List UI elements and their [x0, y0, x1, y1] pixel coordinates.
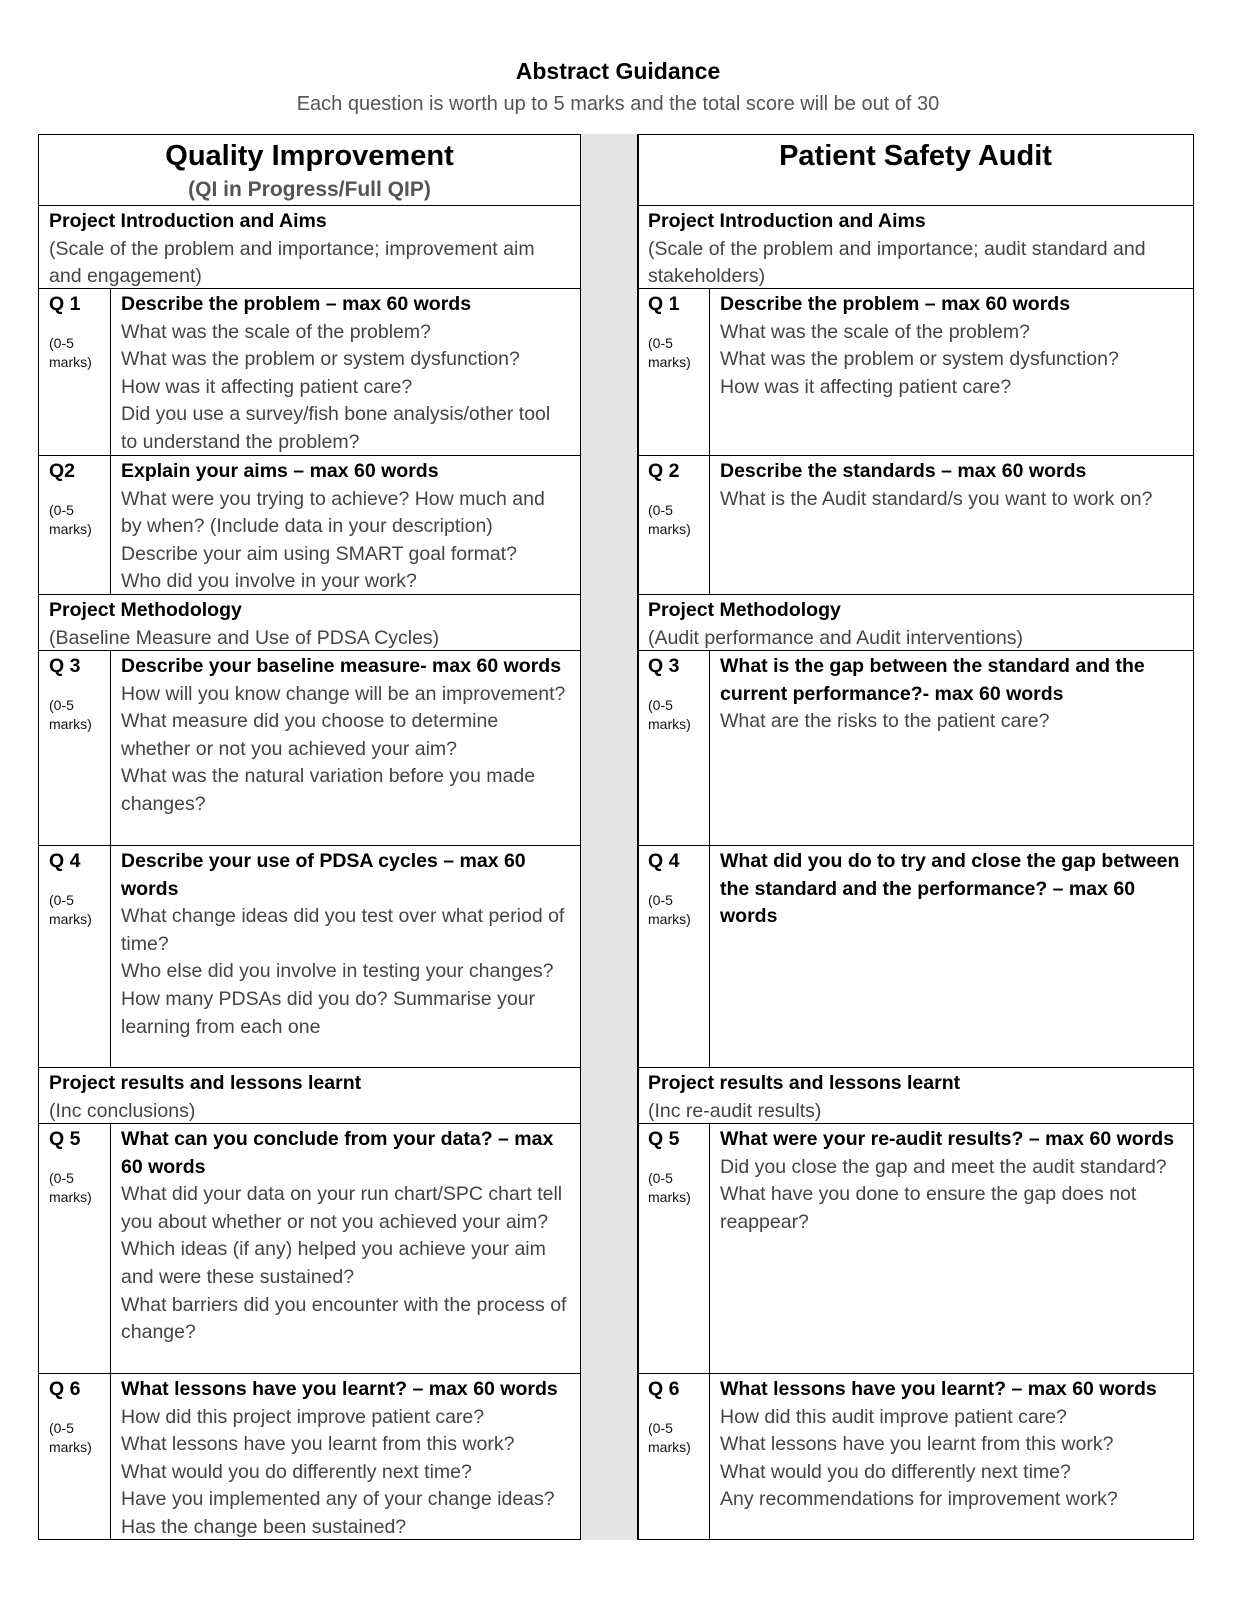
question-title: What lessons have you learnt? – max 60 words [720, 1378, 1157, 1400]
document-subtitle: Each question is worth up to 5 marks and the total score will be out of 30 [296, 93, 940, 115]
question-body [710, 456, 1163, 594]
question-number: Q 4 [648, 850, 680, 872]
section-title: Project Introduction and Aims [648, 210, 926, 232]
section-description: (Inc conclusions) [49, 1099, 196, 1122]
guidance-prompt: What are the risks to the patient care? [720, 710, 1050, 733]
question-label-cell [638, 651, 710, 845]
section-title: Project Methodology [49, 599, 242, 621]
question-marks: (0-5 marks) [49, 1170, 92, 1205]
question-marks: (0-5 marks) [648, 1420, 691, 1455]
guidance-prompt: Which ideas (if any) helped you achieve your aim and were these sustained? [121, 1238, 546, 1288]
question-title: Describe your use of PDSA cycles – max 60 words [121, 850, 526, 900]
section-title: Project Introduction and Aims [49, 210, 327, 232]
question-label-cell [638, 846, 710, 1067]
question-title: Describe the standards – max 60 words [720, 460, 1087, 482]
section-header [39, 595, 580, 651]
question-body [111, 1374, 568, 1539]
section-header [638, 206, 1193, 289]
question-title: What did you do to try and close the gap between the standard and the performance? – max 60 words [720, 850, 1180, 928]
question-number: Q2 [49, 460, 76, 482]
question-marks: (0-5 marks) [648, 1170, 691, 1205]
question-body [710, 1374, 1167, 1539]
section-header [638, 1068, 1193, 1124]
section-title: Project results and lessons learnt [49, 1072, 362, 1094]
question-row [39, 1374, 580, 1540]
question-body [111, 289, 580, 455]
question-title: Explain your aims – max 60 words [121, 460, 439, 482]
guidance-prompt: What change ideas did you test over what period of time? [121, 905, 565, 955]
question-marks: (0-5 marks) [648, 697, 691, 732]
guidance-prompt: How was it affecting patient care? [121, 375, 413, 398]
question-row [39, 456, 580, 595]
question-number: Q 3 [648, 655, 680, 677]
section-description: (Audit performance and Audit interventions) [648, 626, 1024, 649]
question-number: Q 1 [49, 293, 81, 315]
guidance-prompt: What was the natural variation before you made changes? [121, 765, 536, 815]
question-body [111, 1124, 580, 1373]
section-title: Project Methodology [648, 599, 841, 621]
section-description: (Baseline Measure and Use of PDSA Cycles) [49, 626, 440, 649]
guidance-prompt: What would you do differently next time? [121, 1460, 472, 1483]
question-body [111, 846, 580, 1067]
guidance-prompt: What was the scale of the problem? [720, 320, 1030, 343]
guidance-prompt: What barriers did you encounter with the process of change? [121, 1293, 567, 1344]
guidance-prompt: What was the problem or system dysfunction? [121, 348, 520, 371]
question-number: Q 5 [648, 1128, 680, 1150]
question-marks: (0-5 marks) [49, 502, 92, 537]
guidance-prompt: Any recommendations for improvement work? [720, 1488, 1118, 1511]
question-row [638, 651, 1193, 846]
question-label-cell [39, 651, 111, 845]
question-marks: (0-5 marks) [648, 892, 691, 927]
question-row [638, 1124, 1193, 1374]
guidance-prompt: What was the problem or system dysfunction? [720, 348, 1119, 371]
question-body [710, 651, 1193, 845]
question-title: Describe the problem – max 60 words [121, 293, 472, 315]
section-header [39, 1068, 580, 1124]
section-description: (Scale of the problem and importance; audit standard and stakeholders) [648, 237, 1146, 287]
column-heading: Quality Improvement [165, 140, 454, 172]
section-description: (Scale of the problem and importance; improvement aim and engagement) [49, 237, 535, 287]
guidance-prompt: Who did you involve in your work? [121, 570, 417, 593]
question-marks: (0-5 marks) [49, 892, 92, 927]
guidance-prompt: Have you implemented any of your change ideas? [121, 1488, 555, 1511]
question-label-cell [638, 1374, 710, 1539]
document-title: Abstract Guidance [515, 58, 721, 84]
guidance-prompt: How many PDSAs did you do? Summarise your learning from each one [121, 987, 536, 1038]
guidance-prompt: What would you do differently next time? [720, 1460, 1071, 1483]
section-description: (Inc re-audit results) [648, 1099, 822, 1122]
question-label-cell [638, 1124, 710, 1373]
guidance-prompt: Did you close the gap and meet the audit standard? [720, 1155, 1167, 1178]
question-label-cell [39, 1374, 111, 1539]
guidance-prompt: What was the scale of the problem? [121, 320, 431, 343]
question-body [111, 456, 580, 594]
question-row [39, 1124, 580, 1374]
question-row [638, 1374, 1193, 1540]
guidance-prompt: How was it affecting patient care? [720, 375, 1012, 398]
section-title: Project results and lessons learnt [648, 1072, 961, 1094]
guidance-prompt: What lessons have you learnt from this work? [121, 1433, 515, 1456]
question-title: What is the gap between the standard and the current performance?- max 60 words [720, 655, 1145, 705]
question-number: Q 2 [648, 460, 680, 482]
question-title: What lessons have you learnt? – max 60 words [121, 1378, 558, 1400]
question-row [638, 846, 1193, 1068]
question-number: Q 5 [49, 1128, 81, 1150]
question-label-cell [39, 289, 111, 455]
guidance-prompt: What measure did you choose to determine whether or not you achieved your aim? [121, 710, 499, 760]
guidance-prompt: What lessons have you learnt from this work? [720, 1433, 1114, 1456]
question-marks: (0-5 marks) [49, 697, 92, 732]
guidance-prompt: Has the change been sustained? [121, 1515, 407, 1538]
guidance-prompt: What did your data on your run chart/SPC chart tell you about whether or not you achieved your aim? [121, 1183, 563, 1233]
question-title: Describe the problem – max 60 words [720, 293, 1071, 315]
question-row [39, 846, 580, 1068]
question-number: Q 1 [648, 293, 680, 315]
question-body [710, 289, 1129, 455]
section-header [638, 595, 1193, 651]
question-title: What can you conclude from your data? – max 60 words [121, 1128, 554, 1178]
quality-improvement-column [38, 134, 581, 1540]
question-label-cell [638, 289, 710, 455]
question-number: Q 3 [49, 655, 81, 677]
question-label-cell [39, 456, 111, 594]
question-title: What were your re-audit results? – max 60 words [720, 1128, 1175, 1150]
question-label-cell [638, 456, 710, 594]
question-label-cell [39, 1124, 111, 1373]
question-body [710, 1124, 1193, 1373]
question-row [39, 651, 580, 846]
question-title: Describe your baseline measure- max 60 words [121, 655, 562, 677]
column-divider [580, 134, 639, 1540]
patient-safety-audit-column [637, 134, 1194, 1540]
section-header [39, 206, 580, 289]
question-body [710, 846, 1193, 1067]
guidance-prompt: How will you know change will be an improvement? [121, 682, 566, 705]
column-header [638, 135, 1193, 206]
question-body [111, 651, 580, 845]
question-marks: (0-5 marks) [49, 335, 92, 370]
guidance-prompt: How did this project improve patient care? [121, 1405, 485, 1428]
guidance-prompt: What have you done to ensure the gap does not reappear? [720, 1183, 1137, 1233]
question-number: Q 4 [49, 850, 81, 872]
question-row [39, 289, 580, 456]
guidance-prompt: Who else did you involve in testing your changes? [121, 960, 554, 983]
column-header [39, 135, 580, 206]
question-marks: (0-5 marks) [648, 502, 691, 537]
question-label-cell [39, 846, 111, 1067]
question-number: Q 6 [648, 1378, 680, 1400]
guidance-prompt: What is the Audit standard/s you want to work on? [720, 487, 1153, 510]
guidance-prompt: What were you trying to achieve? How much and by when? (Include data in your description) [121, 487, 545, 538]
question-marks: (0-5 marks) [648, 335, 691, 370]
guidance-prompt: How did this audit improve patient care? [720, 1405, 1067, 1428]
guidance-prompt: Did you use a survey/fish bone analysis/other tool to understand the problem? [121, 403, 551, 453]
question-row [638, 456, 1193, 595]
question-marks: (0-5 marks) [49, 1420, 92, 1455]
guidance-prompt: Describe your aim using SMART goal format? [121, 542, 517, 565]
question-row [638, 289, 1193, 456]
column-subheading: (QI in Progress/Full QIP) [188, 178, 431, 201]
question-number: Q 6 [49, 1378, 81, 1400]
column-heading: Patient Safety Audit [779, 140, 1052, 172]
